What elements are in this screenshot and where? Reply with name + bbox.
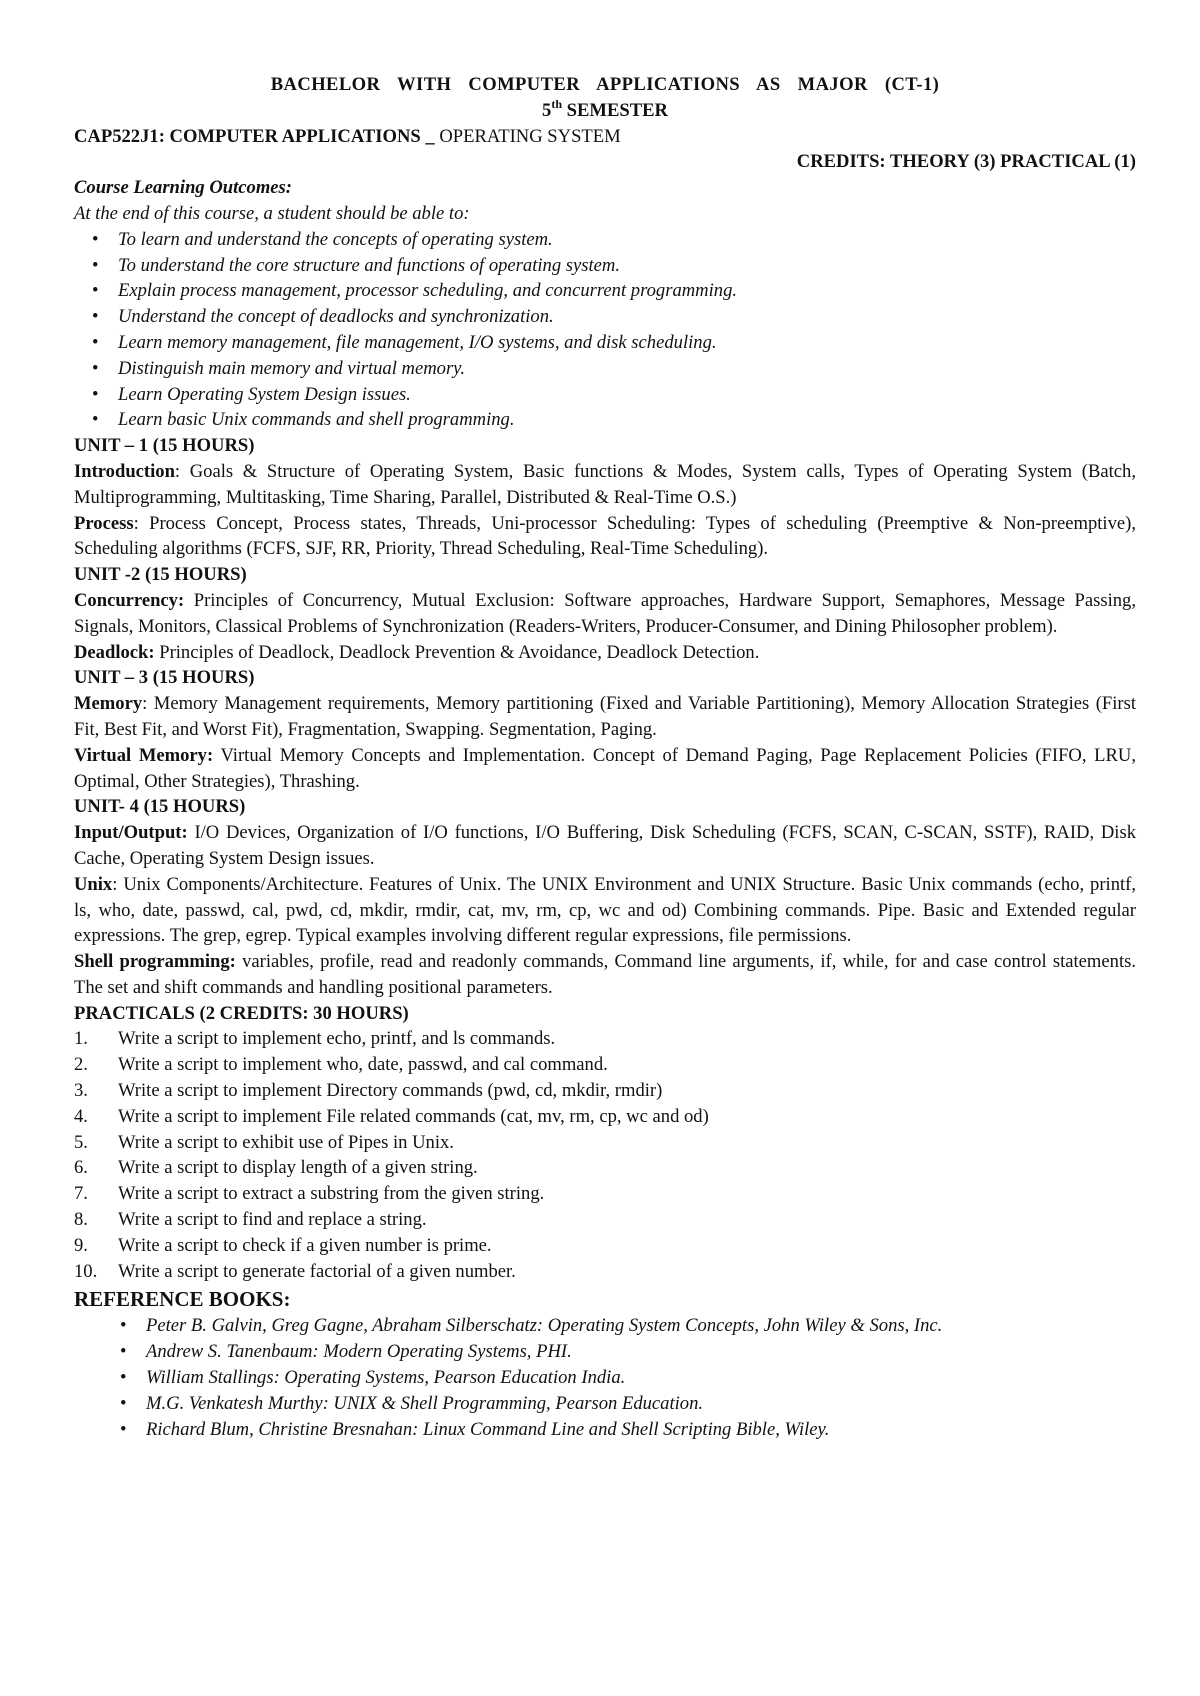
list-item xyxy=(74,1052,1136,1078)
semester-superscript: th xyxy=(551,96,563,111)
item-number: 6. xyxy=(74,1157,88,1179)
unit-2-heading: UNIT -2 (15 HOURS) xyxy=(74,564,247,586)
bullet-icon: • xyxy=(120,1392,127,1414)
unit-1-introduction xyxy=(74,459,1136,511)
item-text: Write a script to exhibit use of Pipes in Unix. xyxy=(118,1131,454,1153)
course-name: OPERATING SYSTEM xyxy=(434,125,621,147)
item-number: 9. xyxy=(74,1234,88,1256)
unit-1-process xyxy=(74,511,1136,563)
unit-2-deadlock xyxy=(74,640,1136,666)
references-heading: REFERENCE BOOKS: xyxy=(74,1287,291,1312)
practicals-heading: PRACTICALS (2 CREDITS: 30 HOURS) xyxy=(74,1002,409,1024)
reference-text: Andrew S. Tanenbaum: Modern Operating Systems, PHI. xyxy=(146,1341,572,1363)
semester-number: 5 xyxy=(542,99,552,121)
semester-word: SEMESTER xyxy=(562,99,668,121)
topic-text: : Unix Components/Architecture. Features of Unix. The UNIX Environment and UNIX Structure. Basic Unix commands (echo, printf, ls, who, date, passwd, cal, pwd, cd, mkdir, rmdir, cat, mv, rm, cp, wc and od) Combining commands. Pipe. Basic and Extended regular expressions. The grep, egrep. Typical examples involving different regular expressions, file permissions. xyxy=(74,873,1136,947)
unit-2-concurrency xyxy=(74,588,1136,640)
item-number: 8. xyxy=(74,1209,88,1231)
topic-label: Deadlock: xyxy=(74,641,155,663)
topic-label: Virtual Memory: xyxy=(74,744,214,766)
item-number: 5. xyxy=(74,1131,88,1153)
outcome-text: Learn memory management, file management, I/O systems, and disk scheduling. xyxy=(118,331,717,353)
bullet-icon: • xyxy=(120,1315,127,1337)
unit-4-unix xyxy=(74,872,1136,949)
course-code: CAP522J1: COMPUTER APPLICATIONS _ xyxy=(74,125,435,147)
list-item xyxy=(120,1313,1136,1339)
topic-label: Concurrency: xyxy=(74,589,185,611)
references-list xyxy=(74,1313,1136,1442)
topic-text: variables, profile, read and readonly commands, Command line arguments, if, while, for and case control statements. The set and shift commands and handling positional parameters. xyxy=(74,951,1136,998)
outcomes-list xyxy=(74,227,1136,433)
bullet-icon: • xyxy=(92,383,99,405)
list-item xyxy=(74,1207,1136,1233)
reference-text: Peter B. Galvin, Greg Gagne, Abraham Silberschatz: Operating System Concepts, John Wiley & Sons, Inc. xyxy=(146,1315,943,1337)
topic-label: Memory xyxy=(74,693,143,715)
topic-text: : Process Concept, Process states, Threads, Uni-processor Scheduling: Types of scheduling (Preemptive & Non-preemptive), Scheduling algorithms (FCFS, SJF, RR, Priority, Thread Scheduling, Real-Time Scheduling). xyxy=(74,512,1136,560)
topic-text: Principles of Deadlock, Deadlock Prevention & Avoidance, Deadlock Detection. xyxy=(154,641,760,663)
bullet-icon: • xyxy=(92,331,99,353)
item-number: 4. xyxy=(74,1105,88,1127)
topic-label: Process xyxy=(74,512,134,534)
bullet-icon: • xyxy=(92,280,99,302)
list-item xyxy=(120,1365,1136,1391)
bullet-icon: • xyxy=(92,409,99,431)
outcome-text: Learn basic Unix commands and shell programming. xyxy=(118,409,515,431)
unit-3-memory xyxy=(74,691,1136,743)
outcome-text: Explain process management, processor scheduling, and concurrent programming. xyxy=(118,280,738,302)
item-number: 2. xyxy=(74,1054,88,1076)
bullet-icon: • xyxy=(120,1367,127,1389)
list-item xyxy=(74,1259,1136,1285)
item-text: Write a script to generate factorial of a given number. xyxy=(118,1260,516,1282)
topic-label: Shell programming: xyxy=(74,951,236,973)
list-item xyxy=(92,227,1136,253)
outcome-text: Learn Operating System Design issues. xyxy=(118,383,411,405)
credits-line: CREDITS: THEORY (3) PRACTICAL (1) xyxy=(796,151,1136,173)
topic-label: Unix xyxy=(74,873,113,895)
list-item xyxy=(74,1233,1136,1259)
programme-title: BACHELOR WITH COMPUTER APPLICATIONS AS MAJOR (CT-1) xyxy=(270,74,940,95)
list-item xyxy=(74,1026,1136,1052)
topic-label: Introduction xyxy=(74,460,175,482)
item-number: 3. xyxy=(74,1080,88,1102)
item-number: 1. xyxy=(74,1028,88,1050)
unit-4-input-output xyxy=(74,820,1136,872)
topic-text: : Memory Management requirements, Memory partitioning (Fixed and Variable Partitioning), Memory Allocation Strategies (First Fit, Best Fit, and Worst Fit), Fragmentation, Swapping. Segmentation, Paging. xyxy=(74,693,1136,740)
unit-4-heading: UNIT- 4 (15 HOURS) xyxy=(74,796,246,818)
topic-text: I/O Devices, Organization of I/O functions, I/O Buffering, Disk Scheduling (FCFS, SCAN, C-SCAN, SSTF), RAID, Disk Cache, Operating System Design issues. xyxy=(74,822,1136,869)
list-item xyxy=(74,1104,1136,1130)
item-text: Write a script to implement File related commands (cat, mv, rm, cp, wc and od) xyxy=(118,1105,709,1127)
unit-3-virtual-memory xyxy=(74,743,1136,795)
semester-title xyxy=(74,98,1136,124)
item-text: Write a script to implement Directory commands (pwd, cd, mkdir, rmdir) xyxy=(118,1080,663,1102)
item-text: Write a script to check if a given number is prime. xyxy=(118,1234,492,1256)
bullet-icon: • xyxy=(92,228,99,250)
topic-text: Principles of Concurrency, Mutual Exclusion: Software approaches, Hardware Support, Semaphores, Message Passing, Signals, Monitors, Classical Problems of Synchronization (Readers-Writers, Producer-Consumer, and Dining Philosopher problem). xyxy=(74,589,1136,637)
topic-text: Virtual Memory Concepts and Implementation. Concept of Demand Paging, Page Replacement Policies (FIFO, LRU, Optimal, Other Strategies), Thrashing. xyxy=(74,744,1136,792)
list-item xyxy=(74,1078,1136,1104)
item-text: Write a script to find and replace a string. xyxy=(118,1209,427,1231)
list-item xyxy=(92,330,1136,356)
bullet-icon: • xyxy=(120,1341,127,1363)
bullet-icon: • xyxy=(92,306,99,328)
item-text: Write a script to extract a substring from the given string. xyxy=(118,1183,545,1205)
item-text: Write a script to implement echo, printf, and ls commands. xyxy=(118,1028,556,1050)
outcome-text: To learn and understand the concepts of operating system. xyxy=(118,228,553,250)
reference-text: M.G. Venkatesh Murthy: UNIX & Shell Programming, Pearson Education. xyxy=(146,1392,704,1414)
list-item xyxy=(92,304,1136,330)
bullet-icon: • xyxy=(92,254,99,276)
outcomes-intro: At the end of this course, a student should be able to: xyxy=(74,202,470,224)
outcome-text: To understand the core structure and functions of operating system. xyxy=(118,254,621,276)
reference-text: Richard Blum, Christine Bresnahan: Linux Command Line and Shell Scripting Bible, Wiley. xyxy=(146,1418,830,1440)
list-item xyxy=(74,1155,1136,1181)
list-item xyxy=(74,1181,1136,1207)
unit-3-heading: UNIT – 3 (15 HOURS) xyxy=(74,667,255,689)
list-item xyxy=(92,356,1136,382)
list-item xyxy=(92,253,1136,279)
item-text: Write a script to display length of a given string. xyxy=(118,1157,478,1179)
list-item xyxy=(92,407,1136,433)
item-number: 7. xyxy=(74,1183,88,1205)
practicals-list xyxy=(74,1026,1136,1284)
unit-1-heading: UNIT – 1 (15 HOURS) xyxy=(74,435,255,457)
bullet-icon: • xyxy=(92,357,99,379)
item-number: 10. xyxy=(74,1260,98,1282)
reference-text: William Stallings: Operating Systems, Pearson Education India. xyxy=(146,1367,626,1389)
unit-4-shell-programming xyxy=(74,949,1136,1001)
outcome-text: Understand the concept of deadlocks and synchronization. xyxy=(118,306,554,328)
list-item xyxy=(120,1417,1136,1443)
outcomes-heading: Course Learning Outcomes: xyxy=(74,177,292,199)
topic-text: : Goals & Structure of Operating System, Basic functions & Modes, System calls, Types of Operating System (Batch, Multiprogramming, Multitasking, Time Sharing, Parallel, Distributed & Real-Time O.S.) xyxy=(74,460,1136,508)
course-title xyxy=(74,124,1136,150)
outcome-text: Distinguish main memory and virtual memory. xyxy=(118,357,466,379)
item-text: Write a script to implement who, date, passwd, and cal command. xyxy=(118,1054,608,1076)
list-item xyxy=(92,382,1136,408)
list-item xyxy=(74,1130,1136,1156)
list-item xyxy=(120,1391,1136,1417)
list-item xyxy=(92,278,1136,304)
list-item xyxy=(120,1339,1136,1365)
bullet-icon: • xyxy=(120,1418,127,1440)
topic-label: Input/Output: xyxy=(74,822,188,844)
